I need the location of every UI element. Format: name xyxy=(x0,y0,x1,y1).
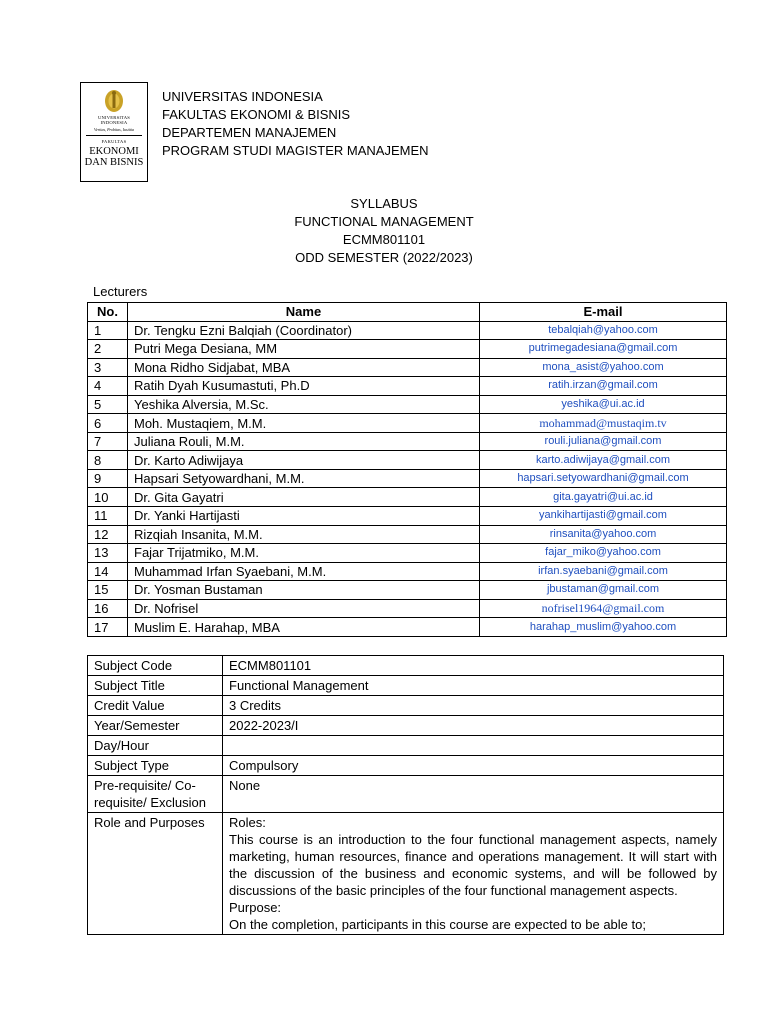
subject-code-value: ECMM801101 xyxy=(223,656,724,676)
lecturer-name: Putri Mega Desiana, MM xyxy=(128,340,480,359)
table-row xyxy=(88,525,727,544)
table-row xyxy=(88,488,727,507)
table-row xyxy=(88,507,727,526)
lecturer-name: Yeshika Alversia, M.Sc. xyxy=(128,395,480,414)
table-row xyxy=(88,562,727,581)
table-row xyxy=(88,377,727,396)
lecturer-no: 15 xyxy=(88,581,128,600)
subject-info-table xyxy=(87,655,724,935)
year-semester-label: Year/Semester xyxy=(88,716,223,736)
lecturer-email[interactable]: ratih.irzan@gmail.com xyxy=(480,377,727,396)
lecturer-email[interactable]: rinsanita@yahoo.com xyxy=(480,525,727,544)
day-hour-label: Day/Hour xyxy=(88,736,223,756)
lecturer-no: 5 xyxy=(88,395,128,414)
lecturer-name: Moh. Mustaqiem, M.M. xyxy=(128,414,480,433)
table-row xyxy=(88,544,727,563)
table-row xyxy=(88,451,727,470)
lecturer-name: Dr. Yosman Bustaman xyxy=(128,581,480,600)
table-row xyxy=(88,776,724,813)
role-purposes-value xyxy=(223,813,724,935)
logo-university: UNIVERSITAS INDONESIA xyxy=(98,115,130,125)
table-row xyxy=(88,676,724,696)
lecturer-name: Dr. Tengku Ezni Balqiah (Coordinator) xyxy=(128,321,480,340)
prerequisite-label: Pre-requisite/ Co-requisite/ Exclusion xyxy=(88,776,223,813)
lecturer-name: Fajar Trijatmiko, M.M. xyxy=(128,544,480,563)
table-row xyxy=(88,736,724,756)
year-semester-value: 2022-2023/I xyxy=(223,716,724,736)
lecturer-name: Dr. Yanki Hartijasti xyxy=(128,507,480,526)
faculty-logo xyxy=(80,82,148,182)
lecturer-name: Muslim E. Harahap, MBA xyxy=(128,618,480,637)
lecturer-no: 12 xyxy=(88,525,128,544)
header-line: PROGRAM STUDI MAGISTER MANAJEMEN xyxy=(162,143,429,158)
prerequisite-value: None xyxy=(223,776,724,813)
table-row xyxy=(88,756,724,776)
lecturer-name: Juliana Rouli, M.M. xyxy=(128,432,480,451)
role-purposes-label: Role and Purposes xyxy=(88,813,223,935)
table-row xyxy=(88,340,727,359)
title-line: FUNCTIONAL MANAGEMENT xyxy=(294,214,474,229)
credit-value: 3 Credits xyxy=(223,696,724,716)
lecturer-no: 2 xyxy=(88,340,128,359)
purpose-heading: Purpose: xyxy=(229,900,282,915)
logo-motto: Veritas, Probitas, Iustitia xyxy=(93,127,135,132)
lecturer-email[interactable]: rouli.juliana@gmail.com xyxy=(480,432,727,451)
lecturer-no: 10 xyxy=(88,488,128,507)
lecturer-email[interactable]: nofrisel1964@gmail.com xyxy=(480,599,727,618)
title-line: SYLLABUS xyxy=(350,196,418,211)
lecturer-email[interactable]: fajar_miko@yahoo.com xyxy=(480,544,727,563)
lecturer-email[interactable]: jbustaman@gmail.com xyxy=(480,581,727,600)
lecturer-email[interactable]: yeshika@ui.ac.id xyxy=(480,395,727,414)
table-row xyxy=(88,599,727,618)
lecturer-name: Dr. Karto Adiwijaya xyxy=(128,451,480,470)
lecturer-email[interactable]: hapsari.setyowardhani@gmail.com xyxy=(480,469,727,488)
lecturer-no: 14 xyxy=(88,562,128,581)
roles-text: This course is an introduction to the four functional management aspects, namely marketing, human resources, finance and operations management. It will start with the discussion of the business and economic systems, and will be followed by discussions of the basic principles of the four functional management aspects. xyxy=(229,832,717,898)
title-line: ECMM801101 xyxy=(342,232,426,247)
lecturer-no: 11 xyxy=(88,507,128,526)
lecturer-email[interactable]: tebalqiah@yahoo.com xyxy=(480,321,727,340)
table-row xyxy=(88,469,727,488)
lecturer-email[interactable]: irfan.syaebani@gmail.com xyxy=(480,562,727,581)
lecturer-name: Ratih Dyah Kusumastuti, Ph.D xyxy=(128,377,480,396)
logo-faculty-name: EKONOMI DAN BISNIS xyxy=(84,146,144,168)
column-header-no: No. xyxy=(88,303,128,322)
lecturer-no: 6 xyxy=(88,414,128,433)
subject-type-label: Subject Type xyxy=(88,756,223,776)
lecturer-name: Hapsari Setyowardhani, M.M. xyxy=(128,469,480,488)
purpose-text: On the completion, participants in this course are expected to be able to; xyxy=(229,917,646,932)
lecturer-no: 16 xyxy=(88,599,128,618)
header-line: DEPARTEMEN MANAJEMEN xyxy=(162,125,337,140)
lecturer-name: Rizqiah Insanita, M.M. xyxy=(128,525,480,544)
table-row xyxy=(88,321,727,340)
title-line: ODD SEMESTER (2022/2023) xyxy=(295,250,473,265)
table-row xyxy=(88,618,727,637)
table-row xyxy=(88,358,727,377)
lecturer-email[interactable]: mohammad@mustaqim.tv xyxy=(480,414,727,433)
lecturer-no: 8 xyxy=(88,451,128,470)
table-row xyxy=(88,656,724,676)
lecturer-name: Muhammad Irfan Syaebani, M.M. xyxy=(128,562,480,581)
table-row xyxy=(88,581,727,600)
lecturers-label: Lecturers xyxy=(93,284,148,299)
lecturer-email[interactable]: karto.adiwijaya@gmail.com xyxy=(480,451,727,470)
subject-type-value: Compulsory xyxy=(223,756,724,776)
lecturer-name: Dr. Gita Gayatri xyxy=(128,488,480,507)
roles-heading: Roles: xyxy=(229,815,266,830)
lecturer-no: 7 xyxy=(88,432,128,451)
table-row xyxy=(88,432,727,451)
lecturers-table xyxy=(87,302,727,637)
lecturer-no: 3 xyxy=(88,358,128,377)
lecturer-no: 4 xyxy=(88,377,128,396)
day-hour-value xyxy=(223,736,724,756)
logo-faculty-label: FAKULTAS xyxy=(101,139,127,144)
column-header-name: Name xyxy=(128,303,480,322)
syllabus-title xyxy=(0,195,768,267)
subject-title-value: Functional Management xyxy=(223,676,724,696)
subject-title-label: Subject Title xyxy=(88,676,223,696)
lecturer-no: 17 xyxy=(88,618,128,637)
credit-value-label: Credit Value xyxy=(88,696,223,716)
lecturer-email[interactable]: yankihartijasti@gmail.com xyxy=(480,507,727,526)
lecturer-no: 9 xyxy=(88,469,128,488)
lecturer-email[interactable]: putrimegadesiana@gmail.com xyxy=(480,340,727,359)
table-row xyxy=(88,813,724,935)
table-row xyxy=(88,696,724,716)
lecturer-no: 1 xyxy=(88,321,128,340)
lecturer-email[interactable]: harahap_muslim@yahoo.com xyxy=(480,618,727,637)
lecturer-email[interactable]: mona_asist@yahoo.com xyxy=(480,358,727,377)
logo-divider xyxy=(86,135,142,136)
column-header-email: E-mail xyxy=(480,303,727,322)
lecturer-name: Dr. Nofrisel xyxy=(128,599,480,618)
lecturer-name: Mona Ridho Sidjabat, MBA xyxy=(128,358,480,377)
table-row xyxy=(88,414,727,433)
header-line: UNIVERSITAS INDONESIA xyxy=(162,89,323,104)
lecturer-email[interactable]: gita.gayatri@ui.ac.id xyxy=(480,488,727,507)
table-header-row xyxy=(88,303,727,322)
header-line: FAKULTAS EKONOMI & BISNIS xyxy=(162,107,351,122)
table-row xyxy=(88,395,727,414)
table-row xyxy=(88,716,724,736)
subject-code-label: Subject Code xyxy=(88,656,223,676)
university-seal-icon xyxy=(103,89,125,113)
lecturer-no: 13 xyxy=(88,544,128,563)
institution-header xyxy=(162,88,429,160)
